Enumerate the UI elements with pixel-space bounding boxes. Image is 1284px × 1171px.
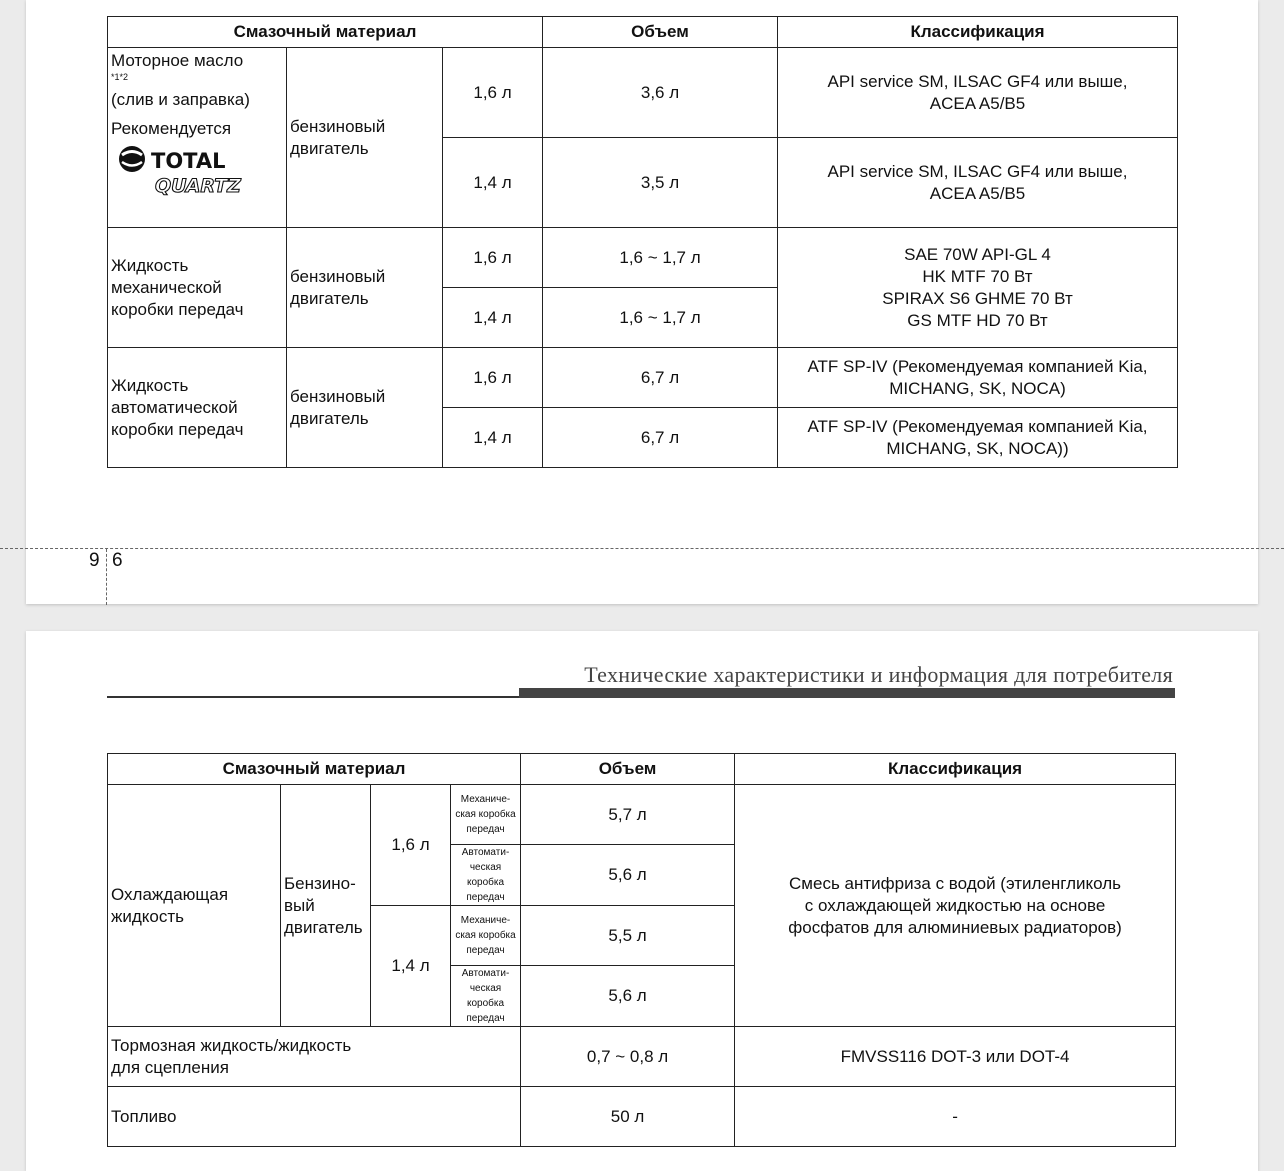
coolant-disp-1: 1,6 л bbox=[371, 785, 451, 906]
fuel-label: Топливо bbox=[108, 1087, 521, 1147]
logo-total-text: TOTAL bbox=[151, 149, 226, 173]
auto-trans-class-2-line1: ATF SP-IV (Рекомендуемая компанией Kia, bbox=[807, 416, 1148, 436]
manual-trans-class-line3: SPIRAX S6 GHME 70 Вт bbox=[882, 288, 1073, 308]
section-title: Технические характеристики и информация для потребителя bbox=[584, 662, 1173, 687]
auto-trans-volume-1: 6,7 л bbox=[543, 348, 778, 408]
coolant-engine: Бензино-вый двигатель bbox=[281, 785, 371, 1027]
manual-page-lower bbox=[26, 631, 1258, 1171]
coolant-class-line2: с охлаждающей жидкостью на основе bbox=[804, 895, 1106, 915]
manual-trans-volume-1: 1,6 ~ 1,7 л bbox=[543, 228, 778, 288]
auto-trans-class-2-line2: MICHANG, SK, NOCA)) bbox=[886, 438, 1069, 458]
engine-oil-class-1-line2: ACEA A5/B5 bbox=[929, 93, 1026, 113]
total-quartz-logo bbox=[117, 142, 257, 200]
engine-oil-class-2-line2: ACEA A5/B5 bbox=[929, 183, 1026, 203]
auto-trans-class-2 bbox=[778, 408, 1178, 468]
engine-oil-disp-1: 1,6 л bbox=[443, 48, 543, 138]
manual-trans-volume-2: 1,6 ~ 1,7 л bbox=[543, 288, 778, 348]
engine-oil-volume-1: 3,6 л bbox=[543, 48, 778, 138]
brake-label-line2: для сцепления bbox=[111, 1057, 229, 1077]
coolant-volume-4: 5,6 л bbox=[521, 966, 735, 1027]
engine-oil-label: Моторное масло bbox=[111, 51, 244, 70]
header-classification-2: Классификация bbox=[735, 754, 1176, 785]
page-fold-divider bbox=[106, 549, 107, 605]
page-number-page: 6 bbox=[112, 550, 123, 571]
coolant-gearbox-1: Механиче-ская коробка передач bbox=[451, 785, 521, 845]
manual-trans-class-line4: GS MTF HD 70 Вт bbox=[907, 310, 1048, 330]
coolant-label: Охлаждающая жидкость bbox=[108, 785, 281, 1027]
auto-trans-label: Жидкость автоматической коробки передач bbox=[108, 348, 287, 468]
manual-trans-class-line2: HK MTF 70 Вт bbox=[922, 266, 1033, 286]
header-volume-2: Объем bbox=[521, 754, 735, 785]
coolant-volume-3: 5,5 л bbox=[521, 906, 735, 966]
auto-trans-disp-1: 1,6 л bbox=[443, 348, 543, 408]
engine-oil-note: (слив и заправка) bbox=[111, 90, 250, 109]
engine-oil-footnote: *1*2 bbox=[111, 72, 129, 82]
engine-oil-recommended: Рекомендуется bbox=[111, 119, 232, 138]
engine-oil-disp-2: 1,4 л bbox=[443, 138, 543, 228]
page-fold-line bbox=[0, 548, 1284, 549]
header-material-2: Смазочный материал bbox=[108, 754, 521, 785]
engine-oil-engine: бензиновый двигатель bbox=[287, 48, 443, 228]
header-material: Смазочный материал bbox=[108, 17, 543, 48]
coolant-volume-2: 5,6 л bbox=[521, 845, 735, 906]
coolant-class bbox=[735, 785, 1176, 1027]
auto-trans-class-1-line1: ATF SP-IV (Рекомендуемая компанией Kia, bbox=[807, 356, 1148, 376]
brake-label-line1: Тормозная жидкость/жидкость bbox=[111, 1035, 352, 1055]
engine-oil-class-1-line1: API service SM, ILSAC GF4 или выше, bbox=[827, 71, 1128, 91]
auto-trans-class-1-line2: MICHANG, SK, NOCA) bbox=[889, 378, 1066, 398]
coolant-gearbox-2: Автомати-ческая коробка передач bbox=[451, 845, 521, 906]
manual-trans-class-line1: SAE 70W API-GL 4 bbox=[904, 244, 1051, 264]
auto-trans-engine: бензиновый двигатель bbox=[287, 348, 443, 468]
engine-oil-class-2-line1: API service SM, ILSAC GF4 или выше, bbox=[827, 161, 1128, 181]
coolant-gearbox-4: Автомати-ческая коробка передач bbox=[451, 966, 521, 1027]
lubricants-table-2 bbox=[107, 753, 1176, 1147]
page-number-chapter: 9 bbox=[89, 550, 100, 571]
manual-trans-class bbox=[778, 228, 1178, 348]
engine-oil-volume-2: 3,5 л bbox=[543, 138, 778, 228]
manual-trans-disp-1: 1,6 л bbox=[443, 228, 543, 288]
brake-class: FMVSS116 DOT-3 или DOT-4 bbox=[735, 1027, 1176, 1087]
engine-oil-cell bbox=[108, 48, 287, 228]
coolant-class-line3: фосфатов для алюминиевых радиаторов) bbox=[788, 917, 1122, 937]
header-classification: Классификация bbox=[778, 17, 1178, 48]
lubricants-table-1 bbox=[107, 16, 1178, 468]
auto-trans-class-1 bbox=[778, 348, 1178, 408]
engine-oil-class-2 bbox=[778, 138, 1178, 228]
header-volume: Объем bbox=[543, 17, 778, 48]
brake-label bbox=[108, 1027, 521, 1087]
auto-trans-volume-2: 6,7 л bbox=[543, 408, 778, 468]
manual-trans-engine: бензиновый двигатель bbox=[287, 228, 443, 348]
auto-trans-disp-2: 1,4 л bbox=[443, 408, 543, 468]
manual-page-upper bbox=[26, 0, 1258, 604]
engine-oil-class-1 bbox=[778, 48, 1178, 138]
coolant-class-line1: Смесь антифриза с водой (этиленгликоль bbox=[789, 873, 1122, 893]
coolant-disp-2: 1,4 л bbox=[371, 906, 451, 1027]
logo-quartz-text: QUARTZ bbox=[155, 175, 241, 197]
header-rule-thick bbox=[519, 688, 1175, 698]
manual-trans-label: Жидкость механической коробки передач bbox=[108, 228, 287, 348]
brake-volume: 0,7 ~ 0,8 л bbox=[521, 1027, 735, 1087]
fuel-volume: 50 л bbox=[521, 1087, 735, 1147]
coolant-volume-1: 5,7 л bbox=[521, 785, 735, 845]
manual-trans-disp-2: 1,4 л bbox=[443, 288, 543, 348]
coolant-gearbox-3: Механиче-ская коробка передач bbox=[451, 906, 521, 966]
fuel-class: - bbox=[735, 1087, 1176, 1147]
header-rule-thin bbox=[107, 696, 519, 698]
